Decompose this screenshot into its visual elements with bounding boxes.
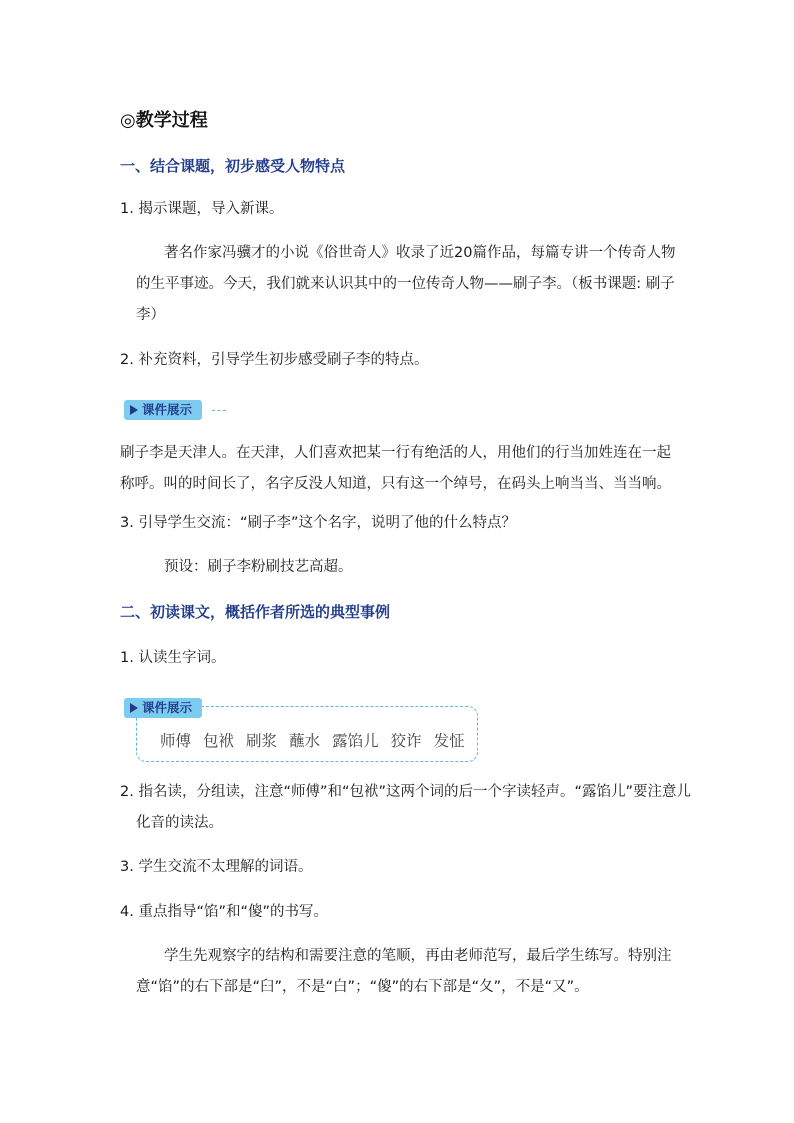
step-1-1: 1. 揭示课题，导入新课。 [120, 201, 284, 217]
step-2-1: 1. 认读生字词。 [120, 650, 226, 666]
word-item: 露馅儿 [332, 732, 379, 750]
step-2-2: 2. 指名读，分组读，注意“师傅”和“包袱”这两个词的后一个字读轻声。“露馅儿”要注意儿化音的读法。 [120, 784, 692, 831]
preset-answer: 预设：刷子李粉刷技艺高超。 [164, 559, 353, 575]
play-triangle-icon [130, 703, 138, 713]
word-item: 包袱 [203, 732, 235, 750]
word-list [160, 729, 477, 751]
quote-paragraph: 刷子李是天津人。在天津，人们喜欢把某一行有绝活的人，用他们的行当加姓连在一起称呼。叫的时间长了，名字反没人知道，只有这一个绰号，在码头上响当当、当当响。 [120, 445, 671, 492]
step-2-4: 4. 重点指导“馅”和“傻”的书写。 [120, 904, 328, 920]
step-1-3: 3. 引导学生交流：“刷子李”这个名字，说明了他的什么特点？ [120, 515, 516, 531]
courseware-tag-2 [124, 698, 202, 718]
writing-guidance-paragraph: 学生先观察字的结构和需要注意的笔顺，再由老师范写，最后学生练写。特别注意“馅”的右下部是“臼”，不是“白”；“傻”的右下部是“夂”，不是“又”。 [136, 948, 672, 995]
intro-paragraph: 著名作家冯骥才的小说《俗世奇人》收录了近20篇作品，每篇专讲一个传奇人物的生平事迹。今天，我们就来认识其中的一位传奇人物——刷子李。（板书课题: 刷子李） [136, 245, 676, 323]
page-heading: ◎教学过程 [120, 110, 208, 131]
section-1-title: 一、结合课题，初步感受人物特点 [120, 157, 346, 175]
section-2-title: 二、初读课文，概括作者所选的典型事例 [120, 603, 391, 621]
courseware-tag-1 [124, 400, 202, 420]
word-item: 刷浆 [246, 732, 278, 750]
tag-dash-decoration [212, 410, 226, 411]
step-1-2: 2. 补充资料，引导学生初步感受刷子李的特点。 [120, 352, 429, 368]
step-2-3: 3. 学生交流不太理解的词语。 [120, 859, 313, 875]
play-triangle-icon [130, 405, 138, 415]
courseware-tag-label: 课件展示 [142, 700, 193, 715]
word-item: 蘸水 [289, 732, 321, 750]
courseware-tag-label: 课件展示 [142, 402, 193, 417]
word-item: 发怔 [433, 732, 465, 750]
word-item: 师傅 [160, 732, 192, 750]
word-item: 狡诈 [390, 732, 422, 750]
